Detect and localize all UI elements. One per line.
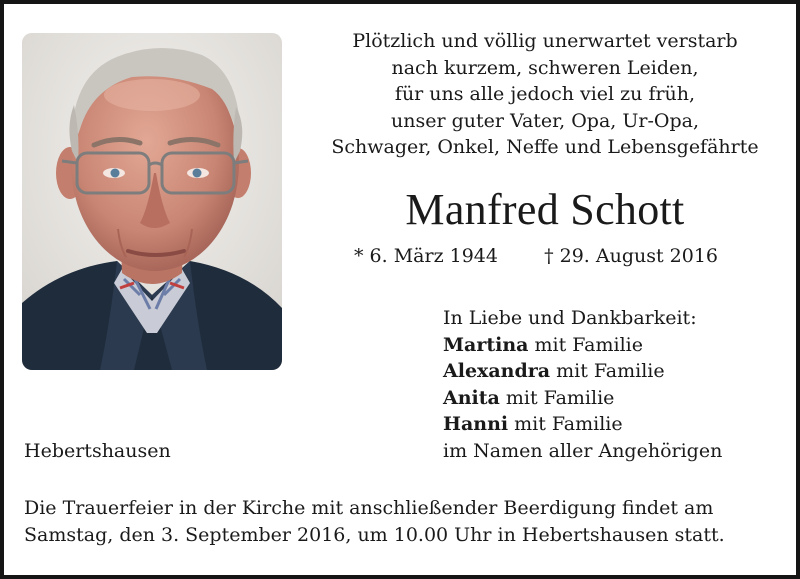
family-member-name: Martina: [443, 333, 529, 356]
family-member-suffix: mit Familie: [499, 386, 615, 409]
family-member: [443, 385, 793, 412]
family-member: [443, 411, 793, 438]
place-name: Hebertshausen: [24, 440, 171, 462]
family-member: [443, 358, 793, 385]
family-member-suffix: mit Familie: [528, 333, 644, 356]
family-member-name: Hanni: [443, 413, 509, 435]
family-closing: im Namen aller Angehörigen: [443, 439, 723, 462]
death-date: † 29. August 2016: [544, 245, 718, 267]
family-intro: In Liebe und Dankbarkeit:: [443, 307, 697, 329]
intro-text: Plötzlich und völlig unerwartet verstarb nach kurzem, schweren Leiden, für uns alle jedoch viel zu früh, unser guter Vater, Opa, Ur-Opa, Schwager, Onkel, Neffe und Lebensgefährte: [331, 30, 759, 158]
family-member-name: Anita: [443, 386, 500, 409]
birth-date: * 6. März 1944: [354, 245, 498, 267]
family-member-suffix: mit Familie: [550, 360, 665, 382]
life-dates: [340, 243, 740, 269]
family-member: [443, 332, 793, 359]
family-list: [443, 305, 793, 464]
deceased-name: Manfred Schott: [405, 185, 685, 234]
family-member-suffix: mit Familie: [508, 413, 623, 435]
funeral-info: Die Trauerfeier in der Kirche mit anschließender Beerdigung findet am Samstag, den 3. September 2016, um 10.00 Uhr in Hebertshausen statt.: [24, 497, 725, 546]
family-member-name: Alexandra: [443, 360, 551, 382]
portrait-photo: [22, 33, 282, 370]
